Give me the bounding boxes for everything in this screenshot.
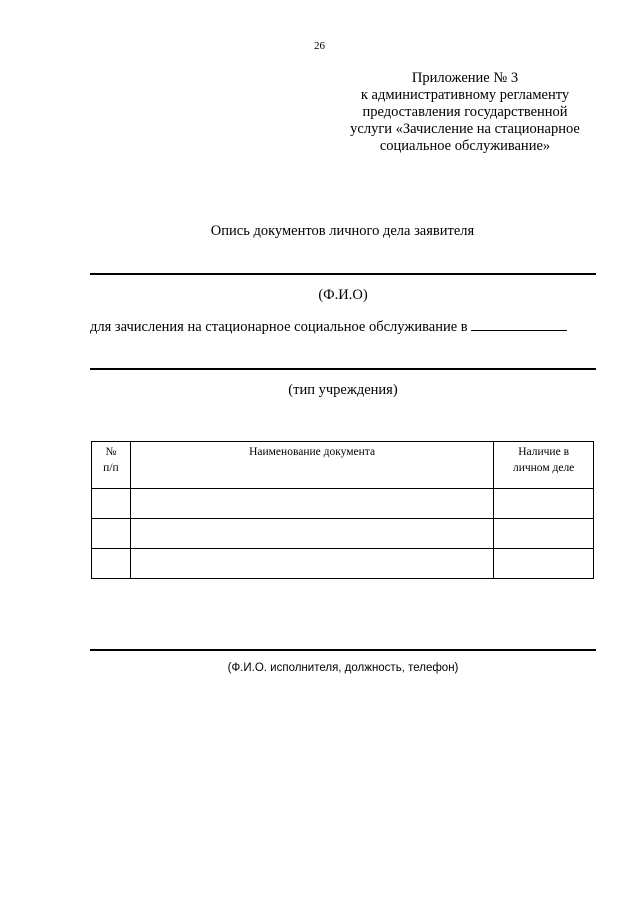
page-number: 26 [314, 40, 325, 52]
table-cell [130, 519, 493, 549]
header-number-line: № [105, 446, 117, 458]
table-cell [130, 489, 493, 519]
institution-blank [471, 318, 567, 331]
fio-caption: (Ф.И.О) [318, 287, 368, 303]
table-header-row [92, 442, 594, 489]
table-cell [494, 549, 594, 579]
table-row [92, 489, 594, 519]
table-cell [92, 549, 131, 579]
table-row [92, 549, 594, 579]
executor-fill-line [90, 649, 596, 651]
documents-table [91, 441, 594, 579]
appendix-header [330, 70, 600, 155]
table-row [92, 519, 594, 549]
header-document-name: Наименование документа [130, 442, 493, 489]
appendix-line: услуги «Зачисление на стационарное [350, 121, 580, 137]
table-cell [494, 519, 594, 549]
purpose-text: для зачисления на стационарное социальное обслуживание в [90, 319, 468, 335]
header-number [92, 442, 131, 489]
appendix-line: к административному регламенту [360, 87, 570, 103]
table-cell [92, 519, 131, 549]
executor-caption: (Ф.И.О. исполнителя, должность, телефон) [227, 662, 459, 674]
table-cell [494, 489, 594, 519]
appendix-line: Приложение № 3 [411, 70, 519, 86]
document-title: Опись документов личного дела заявителя [210, 223, 475, 239]
appendix-line: социальное обслуживание» [379, 138, 551, 154]
institution-fill-line [90, 368, 596, 370]
header-availability-line: личном деле [512, 462, 575, 474]
institution-caption: (тип учреждения) [288, 382, 398, 398]
purpose-line [90, 318, 567, 336]
appendix-line: предоставления государственной [362, 104, 568, 120]
header-availability-line: Наличие в [518, 446, 570, 458]
fio-fill-line [90, 273, 596, 275]
header-availability [494, 442, 594, 489]
table-cell [92, 489, 131, 519]
header-number-line: п/п [103, 462, 119, 474]
table-cell [130, 549, 493, 579]
